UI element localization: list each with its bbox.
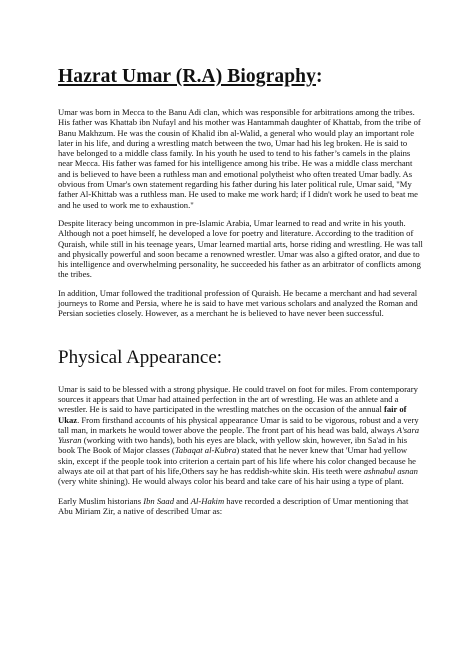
italic-name-ibn-saad: Ibn Saad xyxy=(143,495,175,506)
bold-term-fair-of-ukaz: fair of Ukaz xyxy=(58,404,407,425)
title-colon: : xyxy=(315,66,323,87)
italic-term-ashnabul-asnan: ashnabul asnan xyxy=(363,466,418,477)
text-run: ) stated that he never knew that 'Umar had yellow skin, except if the people took into criterion a certain part of his life where his color changed because he always ate oil at that part of his life,Others say he has reddish-white skin. His teeth were xyxy=(58,445,416,477)
text-run: (working with two hands), both his eyes are black, with yellow skin, however, ibn Sa'ad in his book The Book of Major classes ( xyxy=(58,435,408,456)
paragraph-merchant: In addition, Umar followed the traditional profession of Quraish. He became a merchant and had several journeys to Rome and Persia, where he is said to have met various scholars and analyzed the Roman and Persian societies closely. However, as a merchant he is believed to have never been successful. xyxy=(58,287,418,319)
paragraph-early-life: Umar was born in Mecca to the Banu Adi clan, which was responsible for arbitrations among the tribes. His father was Khattab ibn Nufayl and his mother was Hantammah daughter of Khattab, from the tribe of Banu Makhzum. He was the cousin of Khalid ibn al-Walid, a general who would play an important role later in his life, and during a wrestling match between the two, Umar had his leg broken. He is said to have belonged to a middle class family. In his youth he used to tend to his father’s camels in the plains near Mecca. His father was famed for his intelligence among his tribe. He was a middle class merchant and is believed to have been a ruthless man and emotional polytheist who often treated Umar badly. As obvious from Umar's own statement regarding his father during his later political rule, Umar said, "My father Al-Khittab was a ruthless man. He used to make me work hard; if I didn't work he used to beat me and he used to work me to exhaustion." xyxy=(58,107,421,210)
text-run: . From firsthand accounts of his physical appearance Umar is said to be vigorous, robust and a very tall man, in markets he would tower above the people. The front part of his head was bald, always xyxy=(58,414,419,435)
document-body xyxy=(58,64,423,516)
paragraph-physical-appearance xyxy=(58,384,423,487)
title-text: Hazrat Umar (R.A) Biography xyxy=(58,66,316,87)
text-run: (very white shining). He would always color his beard and take care of his hair using a type of plant. xyxy=(58,476,404,487)
text-run: have recorded a description of Umar mentioning that Abu Miriam Zir, a native of described Umar as: xyxy=(58,495,409,516)
section-heading-physical-appearance: Physical Appearance: xyxy=(58,346,223,368)
text-run: Umar is said to be blessed with a strong physique. He could travel on foot for miles. From contemporary sources it appears that Umar had attained perfection in the art of wrestling. He was an athlete and a wrestler. He is said to have participated in the wrestling matches on the occasion of the annual xyxy=(58,383,418,415)
italic-term-tabaqat: Tabaqat al-Kubra xyxy=(174,445,237,456)
italic-name-al-hakim: Al-Hakim xyxy=(190,495,225,506)
paragraph-literacy: Despite literacy being uncommon in pre-Islamic Arabia, Umar learned to read and write in his youth. Although not a poet himself, he developed a love for poetry and literature. According to the tradition of Quraish, while still in his teenage years, Umar learned martial arts, horse riding and wrestling. He was tall and physically powerful and soon became a renowned wrestler. Umar was also a gifted orator, and due to his intelligence and overwhelming personality, he succeeded his father as an arbitrator of conflicts among the tribes. xyxy=(58,217,423,280)
paragraph-historians xyxy=(58,496,423,517)
page-title xyxy=(58,64,423,90)
text-run: Early Muslim historians xyxy=(58,495,144,506)
italic-term-asara-yusran: A'sara Yusran xyxy=(58,424,420,446)
text-run: and xyxy=(174,495,191,506)
